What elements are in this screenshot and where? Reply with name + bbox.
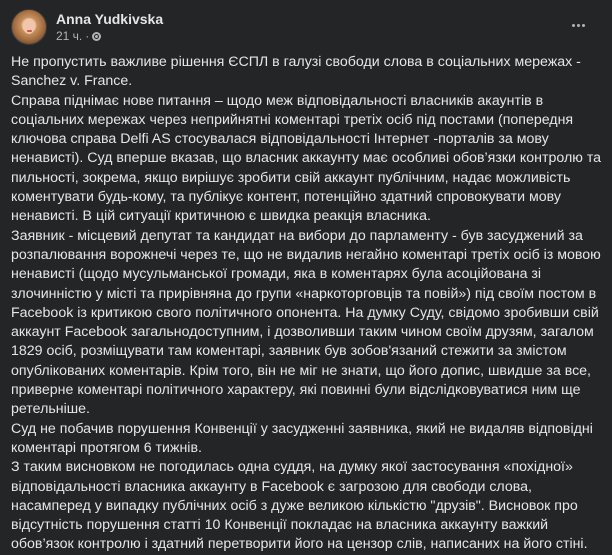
post-body bbox=[11, 53, 606, 555]
post-timestamp[interactable]: 21 ч. bbox=[56, 28, 83, 43]
more-options-button[interactable] bbox=[566, 17, 590, 33]
post-meta bbox=[56, 11, 163, 44]
post-paragraph: Заявник - місцевий депутат та кандидат на вибори до парламенту - був засуджений за розпалювання ворожнечі через те, що не видалив негайно коментарі третіх осіб із мовою ненависті (щодо мусульманської громади, яка в коментарях була асоційована зі злочинністю у місті та прирівняна до групи «наркоторговців та повій») під своїм постом в Facebook із критикою свого політичного опонента. На думку Суду, свідомо зробивши свій аккаунт Facebook загальнодоступним, і дозволивши таким чином своїм друзям, загалом 1829 осіб, розміщувати там коментарі, заявник був зобов'язаний стежити за змістом опублікованих коментарів. Крім того, він не міг не знати, що його допис, швидше за все, приверне коментарі політичного характеру, які повинні були відслідковуватися ним ще ретельніше. bbox=[11, 227, 601, 418]
more-options-icon bbox=[572, 24, 575, 27]
separator: · bbox=[85, 28, 90, 43]
post-paragraph: З таким висновком не погодилась одна суддя, на думку якої застосування «похідної» відповідальності власника аккаунту в Facebook є загрозою для свободи слова, насамперед у випадку публічних осіб з дуже великою кількістю "друзів". Висновок про відсутність порушення статті 10 Конвенції покладає на власника аккаунту важкий обов’язок контролю і здатний перетворити його на цензор слів, написаних на його стіні. bbox=[11, 459, 588, 553]
avatar[interactable] bbox=[11, 9, 47, 45]
globe-icon[interactable] bbox=[92, 32, 101, 41]
post-subline bbox=[56, 29, 163, 44]
post-header bbox=[11, 9, 163, 45]
author-name[interactable]: Anna Yudkivska bbox=[56, 10, 164, 27]
avatar-lips bbox=[27, 30, 32, 32]
more-options-icon bbox=[582, 24, 585, 27]
post-paragraph: Суд не побачив порушення Конвенції у засудженні заявника, який не видаляв відповідні коментарі протягом 6 тижнів. bbox=[11, 420, 593, 456]
post-paragraph: Не пропустить важливе рішення ЄСПЛ в галузі свободи слова в соціальних мережах - Sanchez v. France. bbox=[11, 54, 581, 90]
post-paragraph: Справа піднімає нове питання – щодо меж відповідальності власників акаунтів в соціальних мережах через неприйнятні коментарі третіх осіб під постами (попередня ключова справа Delfi AS стосувалася відповідальності Інтернет -порталів за мову ненависті). Суд вперше вказав, що власник аккаунту має особливі обов’язки контролю та пильності, зокрема, якщо вирішує зробити свій аккаунт публічним, надає можливість коментувати будь-кому, та публікує контент, потенційно здатний спровокувати мову ненависті. В цій ситуації критичною є швидка реакція власника. bbox=[11, 92, 602, 225]
more-options-icon bbox=[577, 24, 580, 27]
